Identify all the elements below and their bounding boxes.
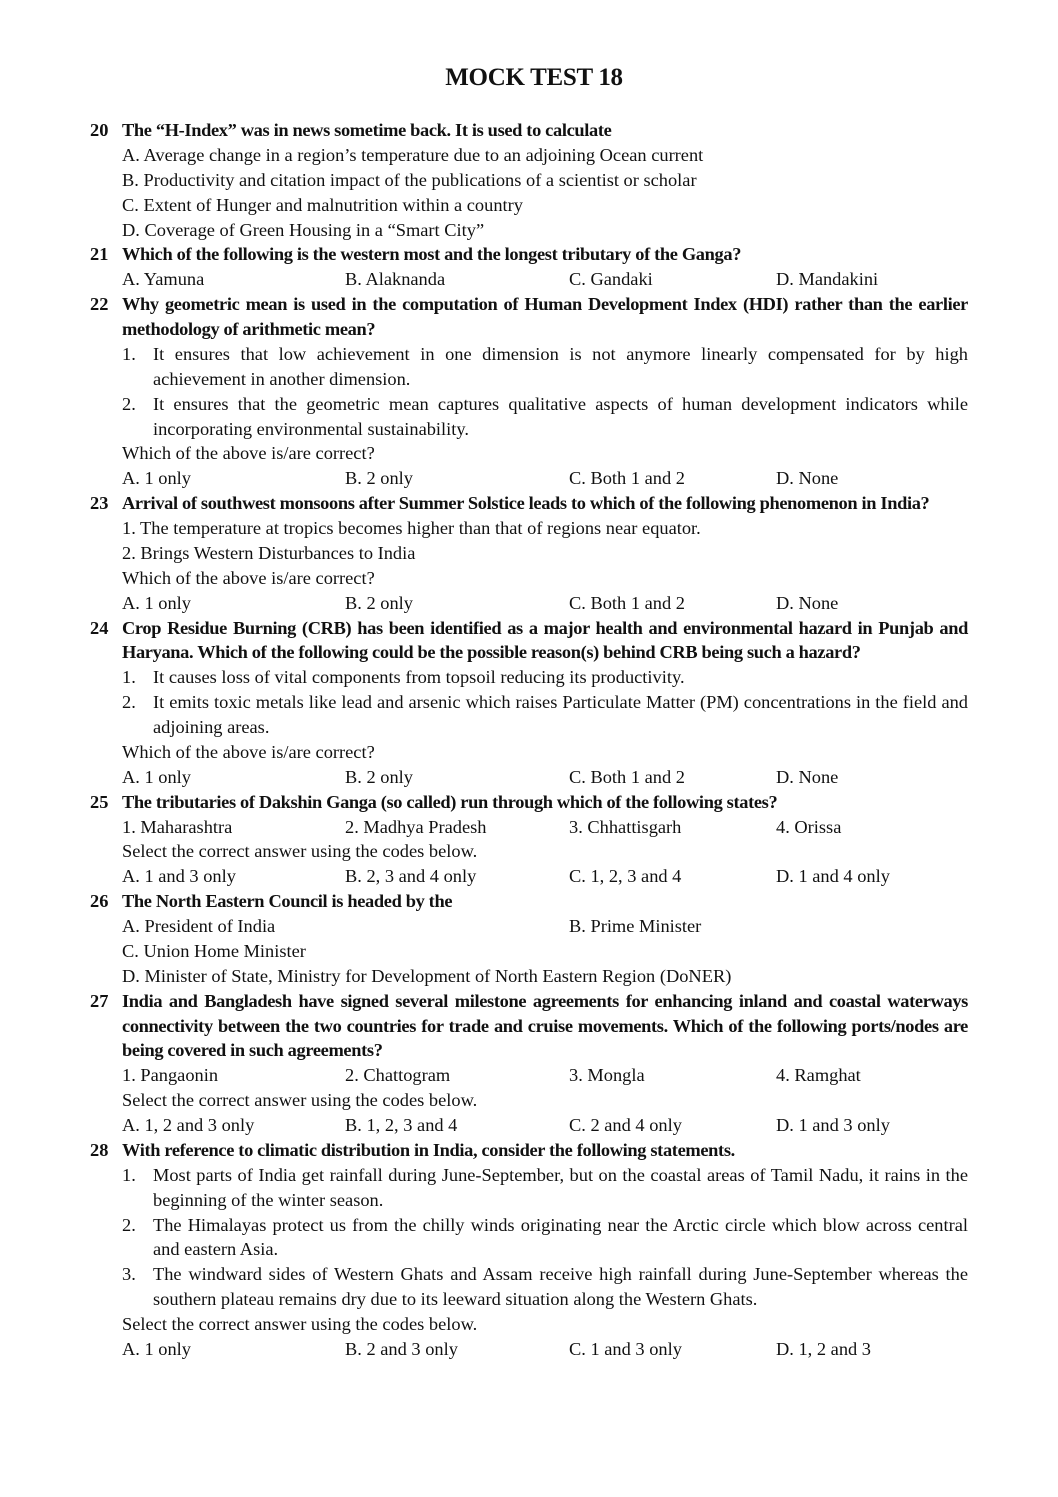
text-line: Which of the above is/are correct? bbox=[122, 567, 375, 588]
statement-item bbox=[122, 665, 968, 690]
question-number: 24 bbox=[90, 617, 109, 638]
option: B. Prime Minister bbox=[569, 916, 702, 936]
option: B. 2 only bbox=[345, 592, 413, 613]
question-28 bbox=[90, 1138, 968, 1362]
text-line: A. Average change in a region’s temperature due to an adjoining Ocean current bbox=[122, 144, 704, 165]
statement-item bbox=[122, 342, 968, 392]
option: 1. Maharashtra bbox=[122, 816, 233, 837]
statement-item bbox=[122, 1163, 968, 1213]
question-20 bbox=[90, 118, 968, 242]
option: C. Both 1 and 2 bbox=[569, 592, 685, 613]
text-line: C. Union Home Minister bbox=[122, 940, 306, 961]
option: C. Both 1 and 2 bbox=[569, 766, 685, 787]
text-line: Select the correct answer using the codes below. bbox=[122, 1090, 478, 1111]
statement-number: 2. bbox=[122, 393, 136, 414]
statement-number: 1. bbox=[122, 343, 136, 364]
option: 1. Pangaonin bbox=[122, 1065, 219, 1086]
statement-item bbox=[122, 690, 968, 740]
text-line: Which of the above is/are correct? bbox=[122, 443, 375, 464]
question-24 bbox=[90, 616, 968, 790]
option-row bbox=[122, 815, 968, 840]
question-number: 27 bbox=[90, 990, 109, 1011]
question-27 bbox=[90, 989, 968, 1138]
question-number: 28 bbox=[90, 1139, 109, 1160]
question-number: 22 bbox=[90, 294, 109, 315]
question-list bbox=[90, 118, 968, 1362]
option-row bbox=[122, 591, 968, 616]
statement-text: The windward sides of Western Ghats and Assam receive high rainfall during June-September whereas the southern plateau remains dry due to its leeward situation along the Western Ghats. bbox=[153, 1264, 968, 1310]
statement-number: 1. bbox=[122, 667, 136, 688]
option: D. Mandakini bbox=[776, 269, 879, 290]
option: C. 2 and 4 only bbox=[569, 1115, 682, 1135]
statement-item bbox=[122, 392, 968, 442]
text-line: 1. The temperature at tropics becomes higher than that of regions near equator. bbox=[122, 518, 701, 538]
option: B. 2 only bbox=[345, 766, 413, 787]
option-row bbox=[122, 1337, 968, 1362]
statement-number: 2. bbox=[122, 692, 136, 713]
option: 2. Madhya Pradesh bbox=[345, 816, 487, 837]
question-number: 25 bbox=[90, 791, 109, 812]
text-line: D. Minister of State, Ministry for Development of North Eastern Region (DoNER) bbox=[122, 965, 732, 986]
option: D. None bbox=[776, 766, 839, 787]
statement-text: Most parts of India get rainfall during June-September, but on the coastal areas of Tamil Nadu, it rains in the beginning of the winter season. bbox=[153, 1164, 968, 1210]
option: A. 1 only bbox=[122, 766, 191, 787]
question-number: 26 bbox=[90, 891, 109, 912]
question-stem: Which of the following is the western most and the longest tributary of the Ganga? bbox=[122, 244, 742, 265]
question-stem: Crop Residue Burning (CRB) has been identified as a major health and environmental hazard in Punjab and Haryana. Which of the following could be the possible reason(s) behind CRB being such a hazard? bbox=[122, 617, 968, 663]
statement-item bbox=[122, 1213, 968, 1263]
option: A. 1, 2 and 3 only bbox=[122, 1115, 255, 1135]
option: 3. Chhattisgarh bbox=[569, 816, 682, 837]
question-22 bbox=[90, 292, 968, 491]
option: D. None bbox=[776, 468, 839, 489]
option-row bbox=[122, 267, 968, 292]
text-line: Select the correct answer using the codes below. bbox=[122, 1314, 478, 1334]
option: D. 1, 2 and 3 bbox=[776, 1338, 872, 1359]
statement-text: It ensures that low achievement in one dimension is not anymore linearly compensated for by high achievement in another dimension. bbox=[153, 343, 968, 389]
option: 4. Ramghat bbox=[776, 1065, 861, 1086]
option-row bbox=[122, 914, 968, 939]
statement-text: It causes loss of vital components from topsoil reducing its productivity. bbox=[153, 667, 685, 688]
option: C. Gandaki bbox=[569, 269, 653, 290]
text-line: Select the correct answer using the codes below. bbox=[122, 841, 478, 862]
question-stem: Arrival of southwest monsoons after Summer Solstice leads to which of the following phenomenon in India? bbox=[122, 493, 930, 514]
page-title: MOCK TEST 18 bbox=[445, 64, 623, 91]
text-line: C. Extent of Hunger and malnutrition within a country bbox=[122, 194, 523, 215]
question-stem: The tributaries of Dakshin Ganga (so called) run through which of the following states? bbox=[122, 791, 778, 812]
option: A. 1 only bbox=[122, 592, 191, 613]
option: A. President of India bbox=[122, 916, 276, 936]
option: C. 1 and 3 only bbox=[569, 1338, 682, 1359]
option-row bbox=[122, 864, 968, 889]
text-line: D. Coverage of Green Housing in a “Smart City” bbox=[122, 219, 485, 240]
statement-number: 1. bbox=[122, 1164, 136, 1185]
question-stem: Why geometric mean is used in the computation of Human Development Index (HDI) rather than the earlier methodology of arithmetic mean? bbox=[122, 294, 968, 339]
option: B. 1, 2, 3 and 4 bbox=[345, 1115, 458, 1135]
question-25 bbox=[90, 790, 968, 890]
question-26 bbox=[90, 889, 968, 989]
option: 2. Chattogram bbox=[345, 1065, 451, 1086]
question-stem: The “H-Index” was in news sometime back. It is used to calculate bbox=[122, 120, 612, 140]
question-stem: With reference to climatic distribution in India, consider the following statements. bbox=[122, 1139, 735, 1160]
option: B. 2, 3 and 4 only bbox=[345, 866, 477, 887]
question-number: 23 bbox=[90, 493, 109, 514]
option-row bbox=[122, 1113, 968, 1138]
statement-number: 2. bbox=[122, 1214, 136, 1235]
text-line: B. Productivity and citation impact of the publications of a scientist or scholar bbox=[122, 169, 697, 190]
question-number: 20 bbox=[90, 120, 109, 140]
option: B. Alaknanda bbox=[345, 269, 446, 290]
statement-text: The Himalayas protect us from the chilly winds originating near the Arctic circle which blow across central and eastern Asia. bbox=[153, 1214, 968, 1260]
question-number: 21 bbox=[90, 244, 109, 265]
statement-item bbox=[122, 1262, 968, 1312]
option: C. Both 1 and 2 bbox=[569, 468, 685, 489]
statement-number: 3. bbox=[122, 1264, 136, 1285]
statement-text: It emits toxic metals like lead and arsenic which raises Particulate Matter (PM) concentrations in the field and adjoining areas. bbox=[153, 692, 968, 737]
text-line: 2. Brings Western Disturbances to India bbox=[122, 542, 416, 563]
option: A. 1 only bbox=[122, 1338, 191, 1359]
option: B. 2 and 3 only bbox=[345, 1338, 458, 1359]
option: 4. Orissa bbox=[776, 816, 842, 837]
option: D. None bbox=[776, 592, 839, 613]
option: B. 2 only bbox=[345, 468, 413, 489]
statement-text: It ensures that the geometric mean captures qualitative aspects of human development indicators while incorporating environmental sustainability. bbox=[153, 393, 968, 439]
question-23 bbox=[90, 491, 968, 615]
option: A. 1 and 3 only bbox=[122, 866, 236, 887]
option: C. 1, 2, 3 and 4 bbox=[569, 866, 682, 887]
question-21 bbox=[90, 242, 968, 292]
option: A. 1 only bbox=[122, 468, 191, 489]
option-row bbox=[122, 466, 968, 491]
option: 3. Mongla bbox=[569, 1065, 645, 1086]
question-stem: India and Bangladesh have signed several milestone agreements for enhancing inland and coastal waterways connectivity between the two countries for trade and cruise movements. Which of the following ports/nodes are being covered in such agreements? bbox=[122, 990, 968, 1061]
text-line: Which of the above is/are correct? bbox=[122, 741, 375, 762]
option-row bbox=[122, 765, 968, 790]
option: D. 1 and 4 only bbox=[776, 866, 890, 887]
question-stem: The North Eastern Council is headed by the bbox=[122, 891, 453, 912]
option: D. 1 and 3 only bbox=[776, 1115, 890, 1135]
option: A. Yamuna bbox=[122, 269, 205, 290]
option-row bbox=[122, 1063, 968, 1088]
